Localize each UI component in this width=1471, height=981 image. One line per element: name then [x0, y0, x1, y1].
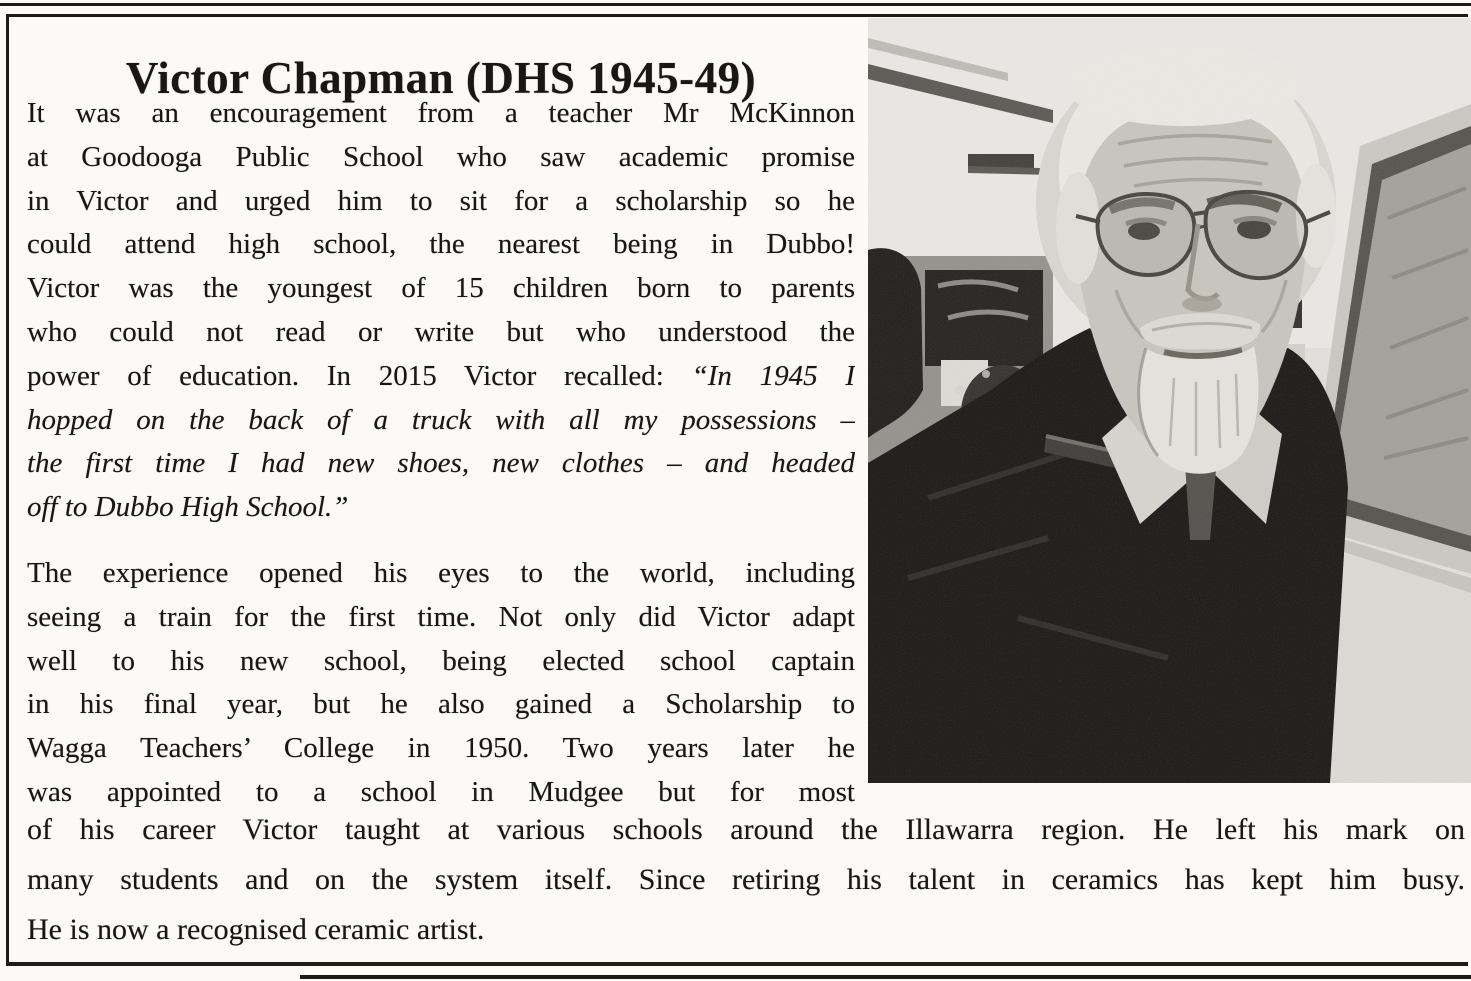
paragraph: [27, 92, 855, 530]
article-text-column: [27, 92, 855, 815]
quote-text: hopped on the back of a truck with all my possessions –: [27, 403, 855, 436]
article-text-fullwidth: [27, 805, 1465, 955]
article-title: Victor Chapman (DHS 1945-49): [125, 53, 757, 104]
paragraph: [27, 552, 855, 815]
quote-text: off to Dubbo High School.”: [27, 491, 349, 524]
text-line: [27, 223, 855, 267]
body-text: of his career Victor taught at various schools around the Illawarra region. He left his mark on: [27, 813, 1465, 846]
body-text: The experience opened his eyes to the world, including: [27, 556, 855, 589]
body-text: many students and on the system itself. Since retiring his talent in ceramics has kept him busy.: [27, 863, 1465, 896]
film-grain-overlay: [868, 18, 1471, 783]
text-line: [27, 905, 1465, 955]
text-line: [27, 805, 1465, 855]
body-text: seeing a train for the first time. Not only did Victor adapt: [27, 600, 855, 633]
text-line: [27, 727, 855, 771]
body-text: could attend high school, the nearest being in Dubbo!: [27, 228, 855, 261]
body-text: at Goodooga Public School who saw academic promise: [27, 140, 855, 173]
text-line: [27, 596, 855, 640]
text-line: [27, 92, 855, 136]
text-line: [27, 442, 855, 486]
text-line: [27, 136, 855, 180]
body-text: in his final year, but he also gained a Scholarship to: [27, 688, 855, 721]
text-line: [27, 180, 855, 224]
portrait-photo-illustration: [868, 18, 1471, 783]
text-line: [27, 552, 855, 596]
body-text: Wagga Teachers’ College in 1950. Two years later he: [27, 732, 855, 765]
body-text: who could not read or write but who understood the: [27, 315, 855, 348]
body-text: well to his new school, being elected school captain: [27, 644, 855, 677]
text-line: [27, 855, 1465, 905]
next-article-rule: [300, 975, 1471, 979]
text-line: [27, 399, 855, 443]
body-text: power of education. In 2015 Victor recalled:: [27, 359, 692, 392]
text-line: [27, 640, 855, 684]
body-text: Victor was the youngest of 15 children born to parents: [27, 272, 855, 305]
adjacent-article-rule: [0, 3, 1471, 6]
text-line: [27, 355, 855, 399]
text-line: [27, 486, 855, 530]
text-line: [27, 311, 855, 355]
body-text: in Victor and urged him to sit for a scholarship so he: [27, 184, 855, 217]
body-text: It was an encouragement from a teacher Mr McKinnon: [27, 97, 855, 129]
portrait-photo: [868, 18, 1471, 783]
quote-text: “In 1945 I: [691, 359, 855, 392]
body-text: He is now a recognised ceramic artist.: [27, 913, 485, 946]
text-line: [27, 683, 855, 727]
body-text: was appointed to a school in Mudgee but for most: [27, 775, 855, 808]
quote-text: the first time I had new shoes, new clothes – and headed: [27, 447, 855, 480]
text-line: [27, 267, 855, 311]
